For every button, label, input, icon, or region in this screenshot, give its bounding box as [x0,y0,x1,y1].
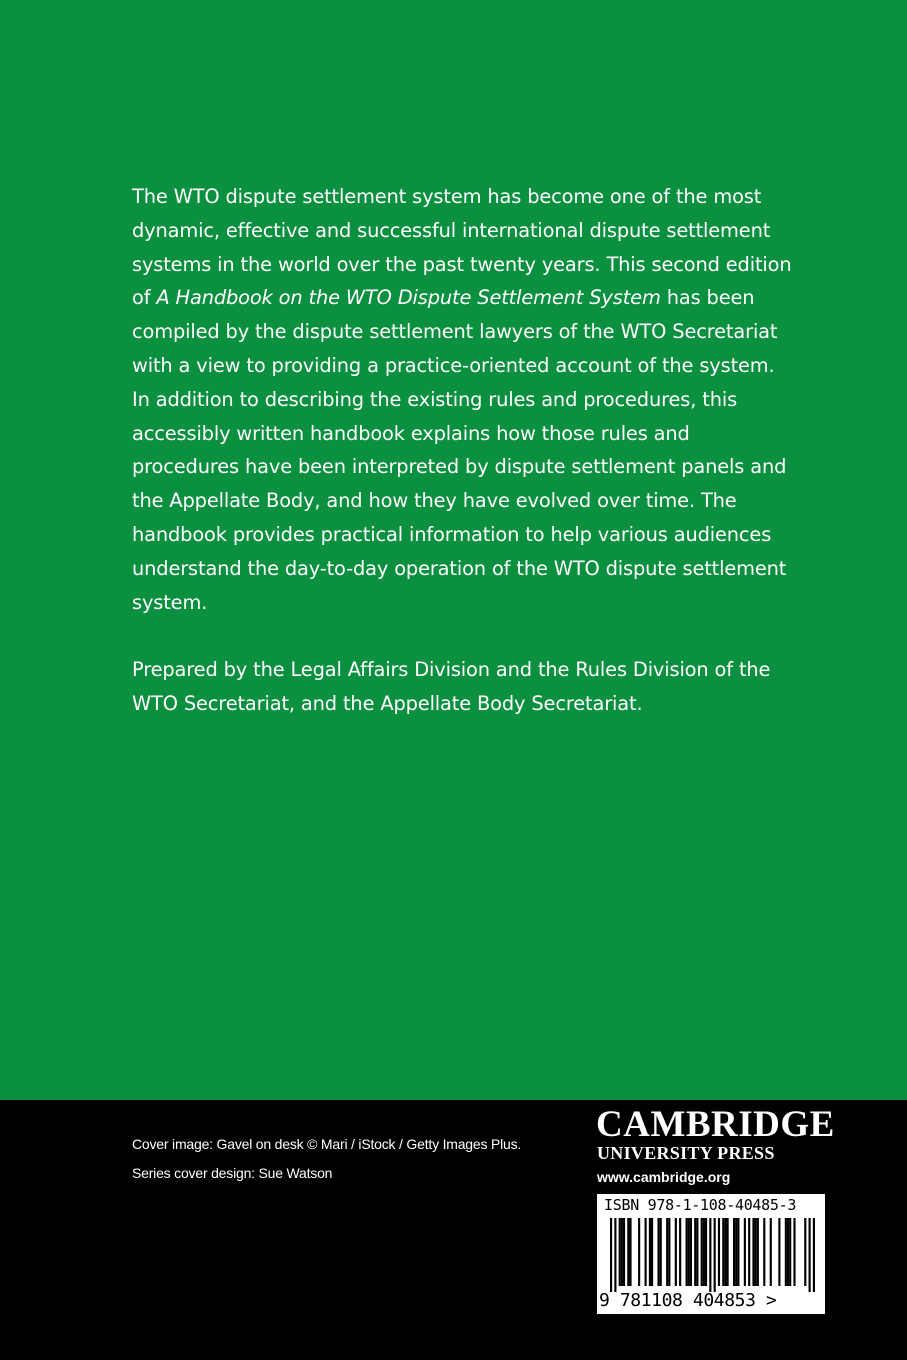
barcode-bar-24 [705,1218,707,1286]
barcode-bar-18 [688,1218,690,1286]
barcode-bar-9 [649,1218,651,1286]
barcode-bar-35 [748,1218,750,1286]
barcode-bar-7 [638,1218,640,1286]
barcode-bar-34 [744,1218,746,1286]
barcode-box [597,1194,825,1314]
cover-image-credit: Cover image: Gavel on desk © Mari / iStock / Getty Images Plus. [132,1136,522,1152]
back-cover-blurb [132,180,792,721]
barcode-bar-29 [724,1218,726,1286]
barcode-bar-21 [696,1218,698,1286]
barcode-bar-33 [737,1218,739,1286]
barcode-bar-4 [623,1218,625,1286]
barcode-bar-44 [789,1218,791,1286]
barcode-bar-36 [752,1218,754,1286]
barcode-bar-2 [619,1218,621,1286]
barcode-bar-45 [793,1218,795,1286]
barcode-bar-31 [733,1218,735,1286]
barcode-bar-8 [645,1218,647,1286]
barcode-bar-39 [763,1218,765,1286]
barcode-bar-14 [668,1218,670,1286]
book-title: A Handbook on the WTO Dispute Settlement System [156,286,661,310]
blurb-text-after-title: has been compiled by the dispute settlement lawyers of the WTO Secretariat with a view to providing a practice-oriented account of the system. In addition to describing the existing rules and procedures, this accessibly written handbook explains how those rules and procedures have been interpreted by dispute settlement panels and the Appellate Body, and how they have evolved over time. The handbook provides practical information to help various audiences understand the day-to-day operation of the WTO dispute settlement system. [132,286,787,614]
barcode-bar-12 [660,1218,662,1286]
barcode-bar-40 [770,1218,772,1286]
barcode-bar-1 [614,1218,616,1292]
barcode-bar-48 [813,1218,815,1292]
cover-credits [132,1130,521,1188]
barcode-bar-0 [610,1218,612,1292]
barcode-bar-38 [757,1218,759,1286]
barcode-bar-19 [690,1218,692,1286]
barcode-bar-30 [727,1218,729,1286]
barcode-bar-6 [629,1218,631,1286]
blurb-paragraph-authors: Prepared by the Legal Affairs Division and the Rules Division of the WTO Secretariat, and the Appellate Body Secretariat. [132,658,771,715]
series-design-credit: Series cover design: Sue Watson [132,1165,333,1181]
barcode-bar-10 [651,1218,653,1286]
barcode-bar-11 [657,1218,659,1286]
barcode-bar-13 [666,1218,668,1286]
barcode-bar-5 [627,1218,629,1286]
blurb-paragraph-description [132,180,792,619]
barcode-bar-42 [785,1218,787,1286]
publisher-url: www.cambridge.org [597,1169,731,1185]
barcode-bar-17 [686,1218,688,1286]
barcode-bar-32 [735,1218,737,1286]
barcode-bar-28 [722,1218,724,1286]
barcode-bar-37 [755,1218,757,1286]
barcode-bar-23 [703,1218,705,1286]
blurb-text-before-title: The WTO dispute settlement system has become one of the most dynamic, effective and successful international dispute settlement systems in the world over the past twenty years. This second edition of [132,185,792,310]
barcode-bar-46 [804,1218,806,1286]
barcode-bar-43 [787,1218,789,1286]
barcode-digits: 9 781108 404853 > [599,1290,777,1311]
isbn-label: ISBN 978-1-108-40485-3 [604,1196,797,1214]
barcode-bars [610,1218,815,1292]
barcode-bar-3 [621,1218,623,1286]
barcode-bar-47 [809,1218,811,1292]
barcode-bar-27 [718,1218,720,1286]
barcode-bar-22 [701,1218,703,1286]
barcode-bar-20 [694,1218,696,1286]
barcode-bar-15 [675,1218,677,1286]
barcode-bar-41 [778,1218,780,1286]
barcode-bar-26 [714,1218,716,1292]
barcode-bar-25 [709,1218,711,1292]
publisher-logo-name: CAMBRIDGE [596,1104,835,1145]
publisher-logo-subtitle: UNIVERSITY PRESS [597,1143,775,1163]
barcode-bar-16 [679,1218,681,1286]
